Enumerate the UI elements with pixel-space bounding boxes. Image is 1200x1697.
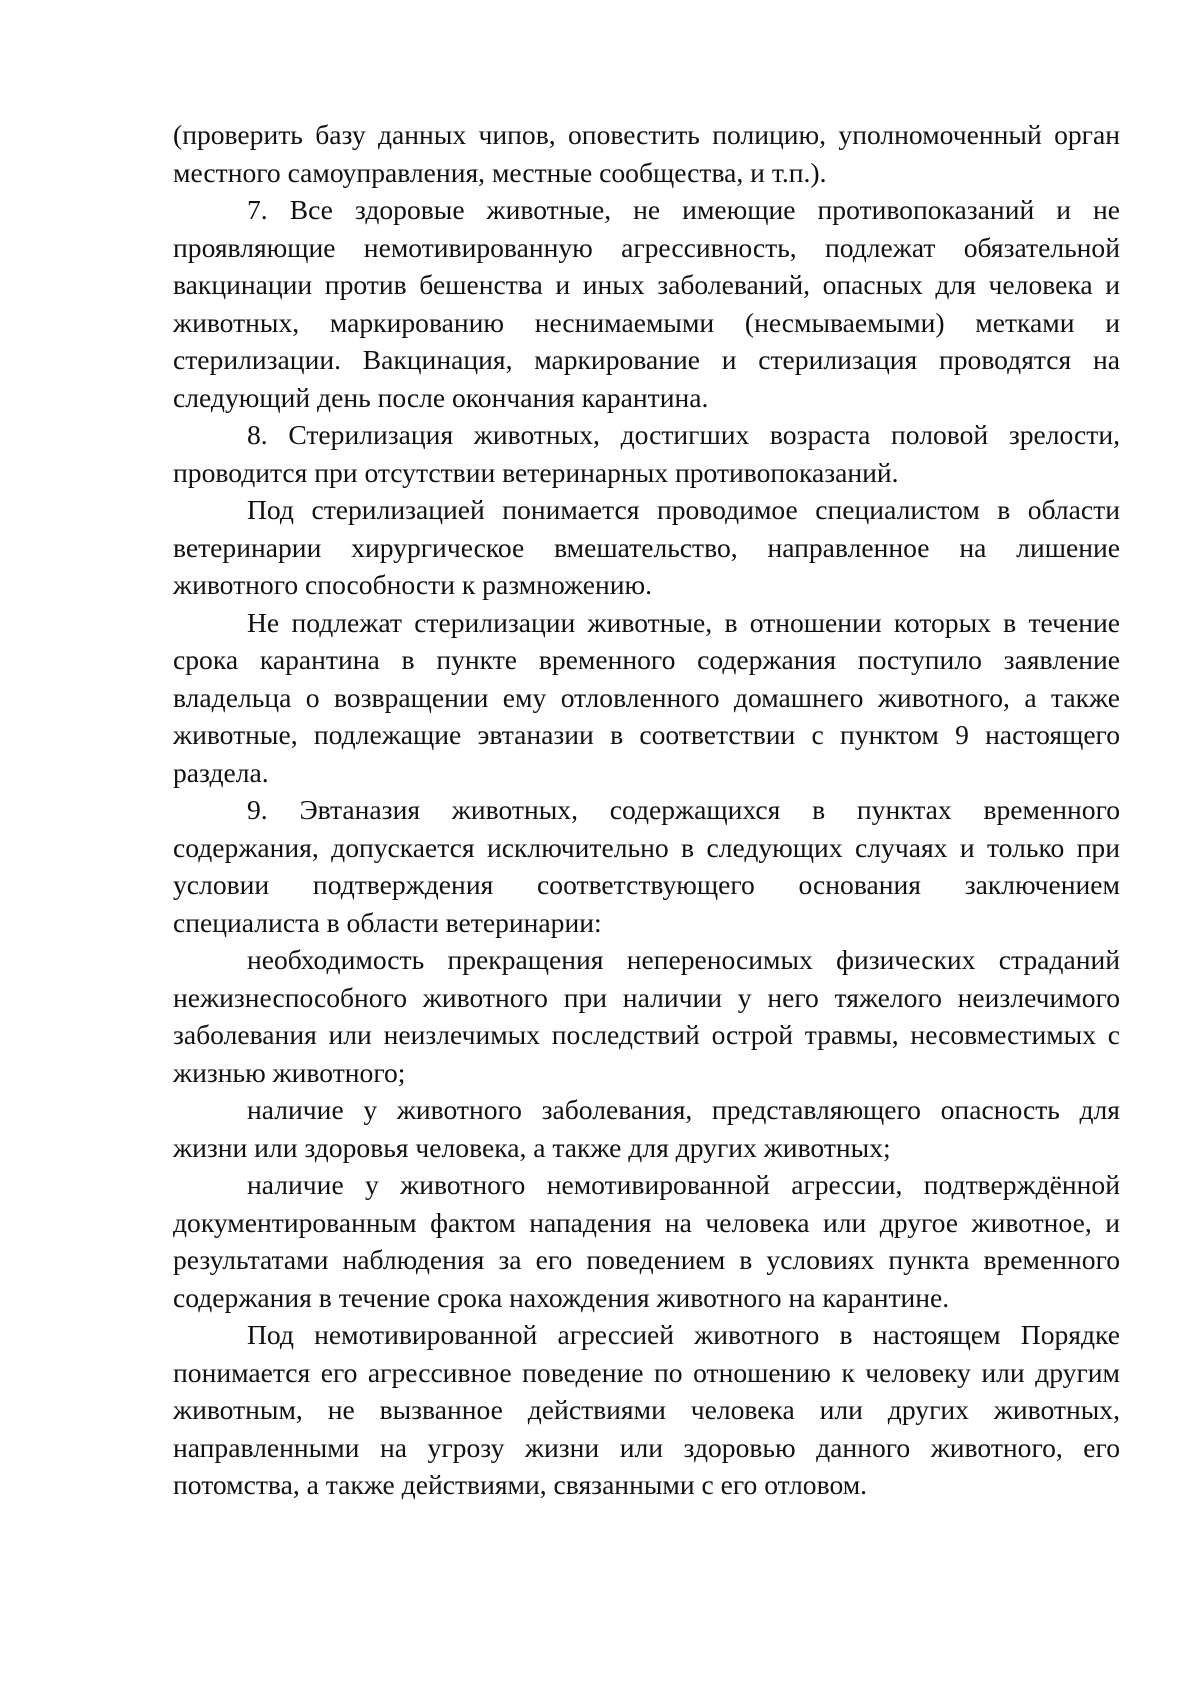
paragraph-continuation: (проверить базу данных чипов, оповестить полицию, уполномоченный орган местного самоуправления, местные сообщества, и т.п.). — [173, 119, 1120, 188]
paragraph-item-9: 9. Эвтаназия животных, содержащихся в пунктах временного содержания, допускается исключительно в следующих случаях и только при условии подтверждения соответствующего основания заключением специалиста в области ветеринарии: — [173, 794, 1120, 938]
paragraph-sterilization-definition: Под стерилизацией понимается проводимое специалистом в области ветеринарии хирургическое вмешательство, направленное на лишение животного способности к размножению. — [173, 494, 1120, 600]
paragraph-item-7: 7. Все здоровые животные, не имеющие противопоказаний и не проявляющие немотивированную агрессивность, подлежат обязательной вакцинации против бешенства и иных заболеваний, опасных для человека и животных, маркированию неснимаемыми (несмываемыми) метками и стерилизации. Вакцинация, маркирование и стерилизация проводятся на следующий день после окончания карантина. — [173, 194, 1120, 413]
paragraph-euthanasia-case-1: необходимость прекращения непереносимых физических страданий нежизнеспособного животного при наличии у него тяжелого неизлечимого заболевания или неизлечимых последствий острой травмы, несовместимых с жизнью животного; — [173, 944, 1120, 1088]
document-body — [173, 116, 1120, 1504]
paragraph-item-8: 8. Стерилизация животных, достигших возраста половой зрелости, проводится при отсутствии ветеринарных противопоказаний. — [173, 419, 1120, 488]
paragraph-euthanasia-case-2: наличие у животного заболевания, представляющего опасность для жизни или здоровья человека, а также для других животных; — [173, 1094, 1120, 1163]
paragraph-euthanasia-case-3: наличие у животного немотивированной агрессии, подтверждённой документированным фактом нападения на человека или другое животное, и результатами наблюдения за его поведением в условиях пункта временного содержания в течение срока нахождения животного на карантине. — [173, 1169, 1120, 1313]
paragraph-aggression-definition: Под немотивированной агрессией животного в настоящем Порядке понимается его агрессивное поведение по отношению к человеку или другим животным, не вызванное действиями человека или других животных, направленными на угрозу жизни или здоровью данного животного, его потомства, а также действиями, связанными с его отловом. — [173, 1319, 1120, 1500]
paragraph-sterilization-exceptions: Не подлежат стерилизации животные, в отношении которых в течение срока карантина в пункте временного содержания поступило заявление владельца о возвращении ему отловленного домашнего животного, а также животные, подлежащие эвтаназии в соответствии с пунктом 9 настоящего раздела. — [173, 606, 1120, 788]
